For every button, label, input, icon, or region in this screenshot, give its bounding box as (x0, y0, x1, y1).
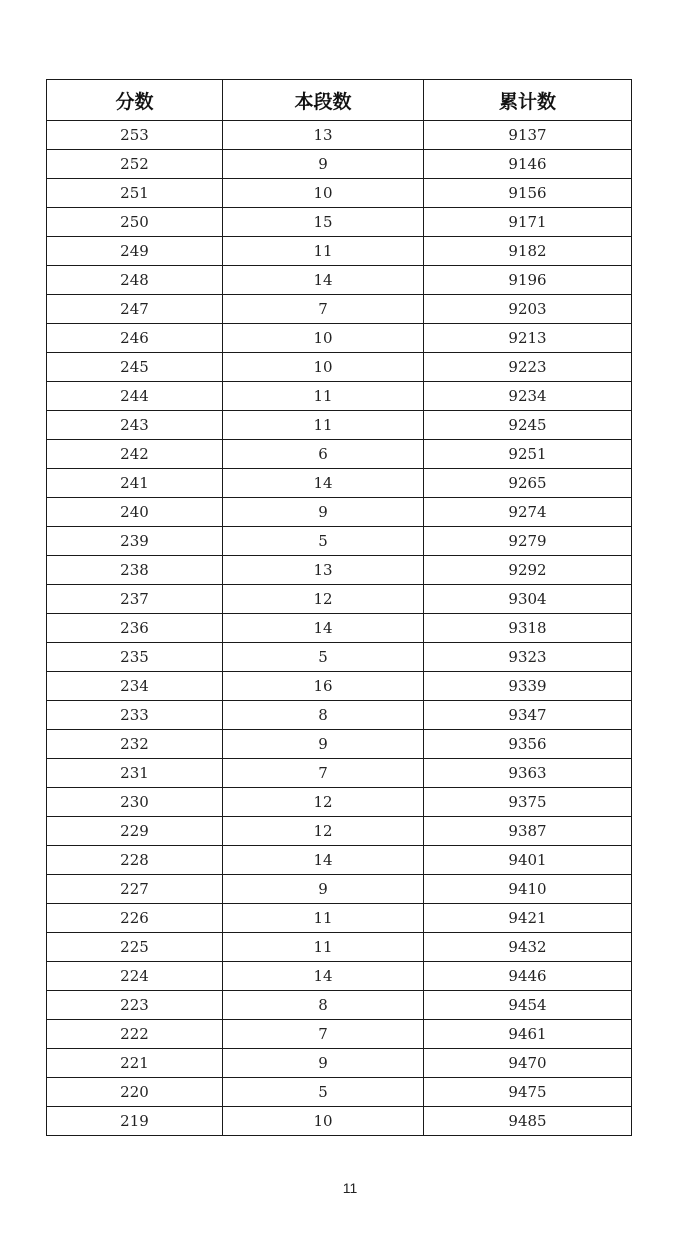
cell-score: 253 (47, 121, 223, 150)
table-row (47, 382, 632, 411)
cell-segment-count: 14 (223, 469, 424, 498)
cell-segment-count: 7 (223, 759, 424, 788)
cell-cumulative-count: 9234 (424, 382, 632, 411)
cell-segment-count: 10 (223, 324, 424, 353)
table-row (47, 527, 632, 556)
cell-cumulative-count: 9347 (424, 701, 632, 730)
cell-score: 233 (47, 701, 223, 730)
cell-cumulative-count: 9421 (424, 904, 632, 933)
table-row (47, 875, 632, 904)
cell-score: 230 (47, 788, 223, 817)
cell-segment-count: 11 (223, 237, 424, 266)
cell-cumulative-count: 9213 (424, 324, 632, 353)
table-row (47, 701, 632, 730)
table-row (47, 817, 632, 846)
cell-segment-count: 12 (223, 788, 424, 817)
cell-score: 249 (47, 237, 223, 266)
cell-segment-count: 15 (223, 208, 424, 237)
cell-cumulative-count: 9279 (424, 527, 632, 556)
cell-segment-count: 9 (223, 150, 424, 179)
cell-cumulative-count: 9203 (424, 295, 632, 324)
cell-cumulative-count: 9470 (424, 1049, 632, 1078)
cell-score: 227 (47, 875, 223, 904)
table-row (47, 556, 632, 585)
cell-score: 240 (47, 498, 223, 527)
header-score: 分数 (47, 80, 223, 121)
cell-segment-count: 8 (223, 701, 424, 730)
table-row (47, 498, 632, 527)
cell-score: 248 (47, 266, 223, 295)
table-row (47, 962, 632, 991)
table-row (47, 1049, 632, 1078)
table-row (47, 121, 632, 150)
cell-cumulative-count: 9446 (424, 962, 632, 991)
cell-score: 237 (47, 585, 223, 614)
cell-score: 236 (47, 614, 223, 643)
cell-score: 225 (47, 933, 223, 962)
table-row (47, 324, 632, 353)
cell-score: 232 (47, 730, 223, 759)
cell-cumulative-count: 9137 (424, 121, 632, 150)
table-row (47, 643, 632, 672)
cell-cumulative-count: 9156 (424, 179, 632, 208)
cell-segment-count: 6 (223, 440, 424, 469)
cell-cumulative-count: 9363 (424, 759, 632, 788)
cell-score: 222 (47, 1020, 223, 1049)
cell-segment-count: 14 (223, 266, 424, 295)
cell-cumulative-count: 9265 (424, 469, 632, 498)
header-segment-count: 本段数 (223, 80, 424, 121)
cell-cumulative-count: 9339 (424, 672, 632, 701)
cell-segment-count: 5 (223, 527, 424, 556)
cell-segment-count: 11 (223, 382, 424, 411)
cell-cumulative-count: 9274 (424, 498, 632, 527)
cell-score: 250 (47, 208, 223, 237)
table-row (47, 904, 632, 933)
header-cumulative-count: 累计数 (424, 80, 632, 121)
cell-score: 221 (47, 1049, 223, 1078)
table-row (47, 1078, 632, 1107)
cell-segment-count: 7 (223, 295, 424, 324)
cell-cumulative-count: 9196 (424, 266, 632, 295)
table-row (47, 1107, 632, 1136)
cell-score: 220 (47, 1078, 223, 1107)
table-row (47, 179, 632, 208)
cell-segment-count: 5 (223, 1078, 424, 1107)
cell-cumulative-count: 9454 (424, 991, 632, 1020)
cell-segment-count: 12 (223, 585, 424, 614)
cell-cumulative-count: 9485 (424, 1107, 632, 1136)
cell-score: 223 (47, 991, 223, 1020)
cell-cumulative-count: 9318 (424, 614, 632, 643)
cell-segment-count: 13 (223, 556, 424, 585)
cell-score: 235 (47, 643, 223, 672)
cell-cumulative-count: 9182 (424, 237, 632, 266)
cell-score: 243 (47, 411, 223, 440)
cell-score: 246 (47, 324, 223, 353)
cell-segment-count: 10 (223, 179, 424, 208)
cell-cumulative-count: 9410 (424, 875, 632, 904)
cell-segment-count: 8 (223, 991, 424, 1020)
table-row (47, 469, 632, 498)
cell-cumulative-count: 9375 (424, 788, 632, 817)
table-row (47, 672, 632, 701)
table-row (47, 150, 632, 179)
table-row (47, 759, 632, 788)
cell-segment-count: 9 (223, 1049, 424, 1078)
cell-score: 231 (47, 759, 223, 788)
cell-score: 238 (47, 556, 223, 585)
cell-segment-count: 9 (223, 730, 424, 759)
table-body (47, 121, 632, 1136)
table-row (47, 585, 632, 614)
table-header (47, 80, 632, 121)
cell-segment-count: 10 (223, 1107, 424, 1136)
cell-segment-count: 14 (223, 614, 424, 643)
header-row (47, 80, 632, 121)
table-row (47, 237, 632, 266)
cell-cumulative-count: 9475 (424, 1078, 632, 1107)
table-row (47, 208, 632, 237)
cell-cumulative-count: 9223 (424, 353, 632, 382)
cell-segment-count: 16 (223, 672, 424, 701)
cell-score: 228 (47, 846, 223, 875)
cell-segment-count: 11 (223, 933, 424, 962)
cell-score: 219 (47, 1107, 223, 1136)
cell-segment-count: 14 (223, 846, 424, 875)
cell-cumulative-count: 9401 (424, 846, 632, 875)
cell-segment-count: 11 (223, 904, 424, 933)
cell-segment-count: 13 (223, 121, 424, 150)
table-row (47, 266, 632, 295)
score-table (46, 79, 632, 1136)
cell-score: 234 (47, 672, 223, 701)
table-row (47, 788, 632, 817)
table-row (47, 411, 632, 440)
cell-segment-count: 7 (223, 1020, 424, 1049)
table-row (47, 1020, 632, 1049)
table-row (47, 730, 632, 759)
page-number: 11 (342, 1180, 358, 1196)
cell-score: 239 (47, 527, 223, 556)
cell-segment-count: 14 (223, 962, 424, 991)
cell-score: 245 (47, 353, 223, 382)
cell-cumulative-count: 9245 (424, 411, 632, 440)
cell-cumulative-count: 9323 (424, 643, 632, 672)
cell-score: 242 (47, 440, 223, 469)
cell-score: 252 (47, 150, 223, 179)
cell-segment-count: 5 (223, 643, 424, 672)
cell-score: 226 (47, 904, 223, 933)
table-row (47, 846, 632, 875)
cell-segment-count: 10 (223, 353, 424, 382)
table-row (47, 991, 632, 1020)
cell-cumulative-count: 9461 (424, 1020, 632, 1049)
cell-score: 224 (47, 962, 223, 991)
cell-cumulative-count: 9292 (424, 556, 632, 585)
cell-score: 229 (47, 817, 223, 846)
cell-score: 247 (47, 295, 223, 324)
cell-score: 241 (47, 469, 223, 498)
table-row (47, 933, 632, 962)
cell-segment-count: 9 (223, 875, 424, 904)
cell-cumulative-count: 9251 (424, 440, 632, 469)
table-row (47, 440, 632, 469)
cell-cumulative-count: 9356 (424, 730, 632, 759)
cell-cumulative-count: 9171 (424, 208, 632, 237)
table-row (47, 295, 632, 324)
cell-score: 244 (47, 382, 223, 411)
cell-cumulative-count: 9304 (424, 585, 632, 614)
cell-cumulative-count: 9146 (424, 150, 632, 179)
table-row (47, 614, 632, 643)
cell-score: 251 (47, 179, 223, 208)
cell-segment-count: 9 (223, 498, 424, 527)
table-row (47, 353, 632, 382)
cell-cumulative-count: 9387 (424, 817, 632, 846)
cell-cumulative-count: 9432 (424, 933, 632, 962)
cell-segment-count: 12 (223, 817, 424, 846)
cell-segment-count: 11 (223, 411, 424, 440)
